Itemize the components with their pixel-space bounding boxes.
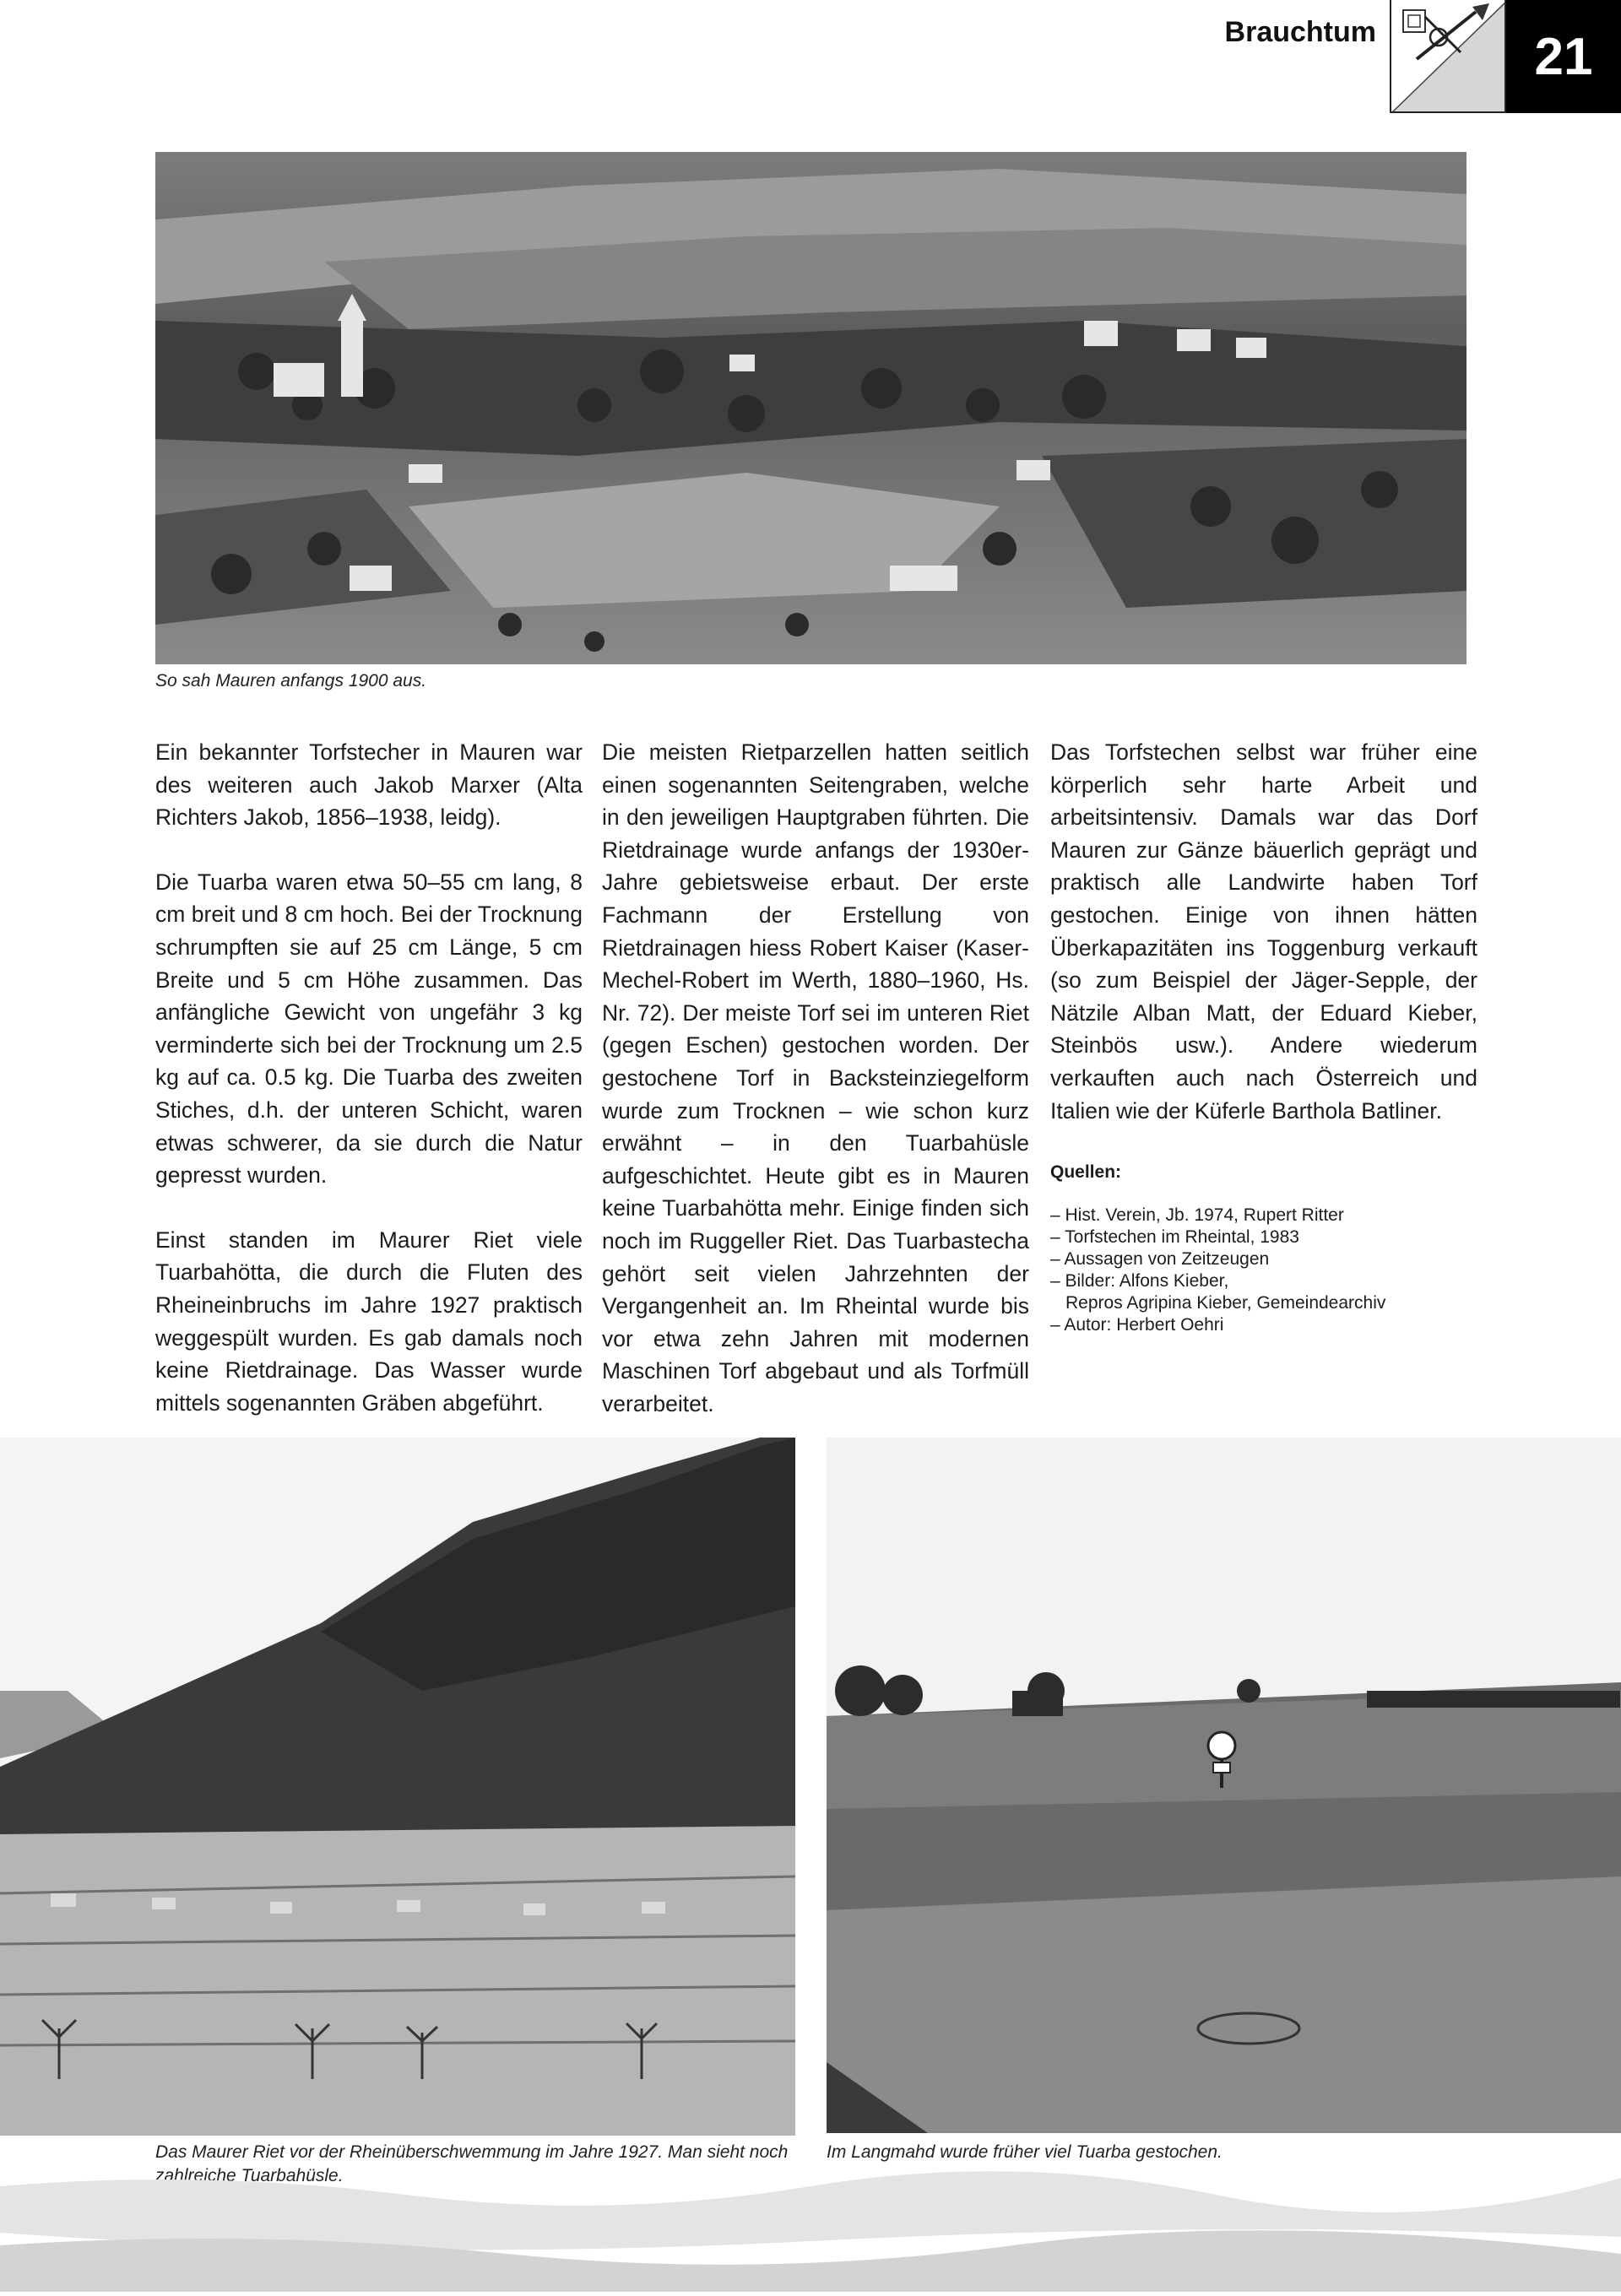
paragraph: Das Torfstechen selbst war früher eine körperlich sehr harte Arbeit und arbeitsintensiv. Damals war das Dorf Mauren zur Gänze bäuerlich geprägt und praktisch alle Landwirte haben Torf gestochen. Einige von ihnen hätten Überkapazitäten ins Toggenburg verkauft (so zum Beispiel der Jäger-Sepple, der Nätzile Alban Matt, der Eduard Kieber, Steinbös usw.). Andere wiederum verkauften auch nach Österreich und Italien wie der Küferle Barthola Batliner. — [1050, 739, 1477, 1124]
article-column-2 — [602, 736, 1029, 1420]
source-item: – Aussagen von Zeitzeugen — [1050, 1249, 1270, 1270]
source-item: – Autor: Herbert Oehri — [1050, 1315, 1224, 1335]
section-title: Brauchtum — [1224, 16, 1376, 48]
sources-list — [1050, 1205, 1477, 1336]
article-column-3 — [1050, 736, 1477, 1336]
bottom-right-caption: Im Langmahd wurde früher viel Tuarba gestochen. — [827, 2142, 1223, 2162]
page-number: 21 — [1506, 0, 1621, 113]
paragraph: Einst standen im Maurer Riet viele Tuarbahötta, die durch die Fluten des Rheineinbruchs im Jahre 1927 praktisch weggespült wurden. Es gab damals noch keine Rietdrainage. Das Wasser wurde mittels sogenannten Gräben abgeführt. — [155, 1227, 583, 1416]
paragraph: Die Tuarba waren etwa 50–55 cm lang, 8 cm breit und 8 cm hoch. Bei der Trocknung schrumpften sie auf 25 cm Länge, 5 cm Breite und 5 cm Höhe zusammen. Das anfängliche Gewicht von ungefähr 3 kg verminderte sich bei der Trocknung um 2.5 kg auf ca. 0.5 kg. Die Tuarba des zweiten Stiches, d.h. der unteren Schicht, waren etwas schwerer, da sie durch die Natur gepresst wurden. — [155, 869, 583, 1189]
decorative-brush-strokes — [0, 2161, 1621, 2292]
source-item: Repros Agripina Kieber, Gemeindearchiv — [1065, 1293, 1386, 1313]
article-column-1 — [155, 736, 583, 1419]
paragraph: Ein bekannter Torfstecher in Mauren war des weiteren auch Jakob Marxer (Alta Richters Jakob, 1856–1938, leidg). — [155, 739, 583, 831]
riet-1927-photo — [0, 1438, 795, 2136]
source-item: – Torfstechen im Rheintal, 1983 — [1050, 1227, 1299, 1248]
sources-heading: Quellen: — [1050, 1162, 1122, 1183]
paragraph: Die meisten Rietparzellen hatten seitlich einen sogenannten Seitengraben, welche in den jeweiligen Hauptgraben führten. Die Rietdrainage wurde anfangs der 1930er-Jahre gebietsweise erbaut. Der erste Fachmann der Erstellung von Rietdrainagen hiess Robert Kaiser (Kaser-Mechel-Robert im Werth, 1880–1960, Hs. Nr. 72). Der meiste Torf sei im unteren Riet (gegen Eschen) gestochen worden. Der gestochene Torf in Backsteinziegelform wurde zum Trocknen – wie schon kurz erwähnt – in den Tuarbahüsle aufgeschichtet. Heute gibt es in Mauren keine Tuarbahötta mehr. Einige finden sich noch im Ruggeller Riet. Das Tuarbastecha gehört seit vielen Jahrzehnten der Vergangenheit an. Im Rheintal wurde bis vor etwa zehn Jahren mit modernen Maschinen Torf abgebaut und als Torfmüll verarbeitet. — [602, 739, 1029, 1416]
peat-cutting-tools-icon — [1390, 0, 1506, 113]
source-item: – Bilder: Alfons Kieber, — [1050, 1271, 1229, 1292]
bottom-left-caption: Das Maurer Riet vor der Rheinüberschwemmung im Jahre 1927. Man sieht noch zahlreiche Tuarbahüsle. — [155, 2142, 789, 2185]
top-photo-caption: So sah Mauren anfangs 1900 aus. — [155, 671, 427, 690]
village-panorama-photo — [155, 152, 1466, 664]
langmahd-field-photo — [827, 1438, 1621, 2133]
source-item: – Hist. Verein, Jb. 1974, Rupert Ritter — [1050, 1205, 1344, 1226]
